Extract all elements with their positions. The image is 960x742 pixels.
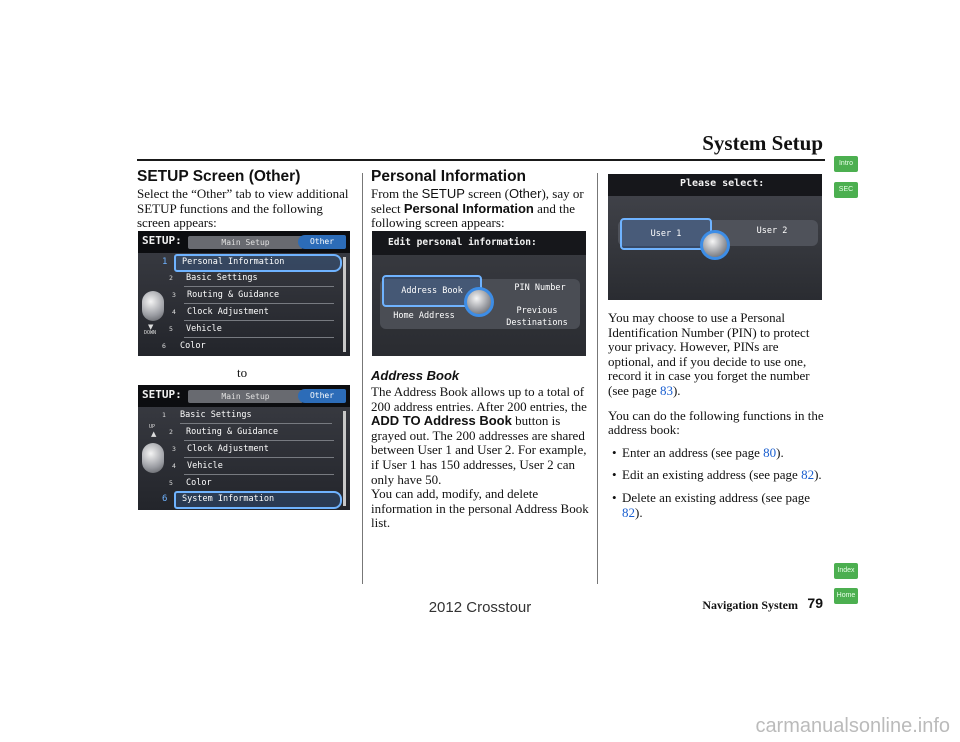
footer-section-name: Navigation System (702, 598, 798, 612)
title-rule (137, 159, 825, 161)
item-number: 6 (162, 342, 166, 350)
setup-other-screenshot-1 (138, 231, 350, 356)
menu-item[interactable]: Clock Adjustment (187, 444, 269, 454)
menu-item[interactable]: Basic Settings (180, 410, 252, 420)
item-number: 3 (172, 291, 176, 299)
row-divider (184, 337, 334, 338)
screen-title: SETUP: (142, 388, 182, 401)
setup-other-paragraph: Select the “Other” tab to view additional SETUP functions and the following screen appears: (137, 186, 349, 231)
menu-item-selected[interactable] (174, 491, 342, 509)
item-number: 2 (169, 428, 173, 436)
menu-item-label: System Information (182, 494, 275, 504)
text: ). (776, 444, 784, 460)
text: You may choose to use a Personal Identification Number (PIN) to protect your privacy. However, PINs are optional, and if you decide to use one, record it in case you forget the number (see page (608, 310, 810, 398)
menu-item[interactable]: Basic Settings (186, 273, 258, 283)
watermark: carmanualsonline.info (755, 715, 950, 737)
pin-number-button[interactable]: PIN Number (514, 283, 566, 293)
address-book-button[interactable]: Address Book (382, 275, 482, 307)
page-title: System Setup (702, 131, 823, 155)
text: ). (672, 382, 681, 398)
text: and the following screen appears: (371, 200, 576, 231)
text: button is grayed out. The 200 addresses are shared between User 1 and User 2. For example, if User 1 has 150 addresses, User 2 can only have 50. (371, 413, 587, 487)
address-book-paragraph (371, 385, 589, 487)
address-book-paragraph-2: You can add, modify, and delete information in the personal Address Book list. (371, 486, 589, 531)
page-link[interactable]: 82 (801, 467, 815, 483)
column-3 (608, 311, 824, 528)
item-number: 6 (162, 494, 168, 504)
list-item (608, 446, 824, 461)
subheading-address-book: Address Book (371, 368, 460, 383)
section-heading-setup-other: SETUP Screen (Other) (137, 168, 301, 185)
page-link[interactable]: 83 (659, 382, 673, 398)
item-number: 1 (162, 257, 168, 267)
setup-term: SETUP (421, 186, 465, 201)
screen-title: SETUP: (142, 234, 182, 247)
index-tab[interactable]: Index (834, 563, 858, 579)
page-link[interactable]: 82 (622, 504, 635, 520)
down-label: DOWN (144, 330, 157, 336)
setup-other-screenshot-2 (138, 385, 350, 510)
selector-knob (700, 230, 730, 260)
item-number: 2 (169, 274, 173, 282)
up-arrow-icon: ▲ (151, 430, 157, 438)
sec-tab[interactable]: SEC (834, 182, 858, 198)
column-2-lower (371, 368, 589, 531)
other-term: Other (508, 186, 542, 201)
menu-item[interactable]: Vehicle (187, 461, 223, 471)
page-link[interactable]: 80 (763, 444, 777, 460)
row-divider (184, 286, 334, 287)
scrollbar[interactable] (343, 411, 346, 506)
functions-list (608, 446, 824, 520)
selector-knob (464, 287, 494, 317)
menu-item-selected[interactable] (174, 254, 342, 272)
add-to-address-book-term: ADD TO Address Book (371, 413, 512, 429)
row-divider (180, 423, 332, 424)
list-item (608, 491, 824, 520)
text: ). (814, 467, 822, 483)
row-divider (184, 320, 334, 321)
row-divider (184, 457, 334, 458)
personal-info-paragraph (371, 187, 589, 231)
home-tab[interactable]: Home (834, 588, 858, 604)
up-label: UP (149, 424, 156, 430)
item-number: 5 (169, 325, 173, 333)
menu-item[interactable]: Clock Adjustment (187, 307, 269, 317)
menu-item[interactable]: Routing & Guidance (187, 290, 280, 300)
text: screen ( (464, 186, 509, 201)
row-divider (184, 303, 334, 304)
pin-paragraph (608, 311, 824, 399)
user-1-button[interactable]: User 1 (620, 218, 712, 250)
other-tab[interactable]: Other (298, 389, 346, 403)
down-arrow-icon: ▼ (148, 323, 154, 331)
menu-item[interactable]: Color (180, 341, 206, 351)
main-setup-tab[interactable]: Main Setup (188, 390, 303, 403)
menu-item[interactable]: Vehicle (186, 324, 222, 334)
item-number: 3 (172, 445, 176, 453)
text: The Address Book allows up to a total of 200 address entries. After 200 entries, the (371, 384, 587, 414)
text: Enter an address (see page (622, 444, 764, 460)
home-address-button[interactable]: Home Address (393, 311, 455, 321)
main-setup-tab[interactable]: Main Setup (188, 236, 303, 249)
text: ). (635, 504, 643, 520)
column-1 (137, 167, 351, 231)
text: Delete an existing address (see page (622, 489, 811, 505)
text: Edit an existing address (see page (622, 467, 802, 483)
model-label: 2012 Crosstour (428, 599, 532, 616)
column-divider-1 (362, 173, 363, 584)
text: From the (371, 186, 422, 201)
previous-destinations-button[interactable]: Previous Destinations (506, 306, 568, 328)
screen-title: Edit personal information: (388, 237, 537, 248)
selector-knob (142, 443, 164, 473)
please-select-screenshot (608, 174, 822, 300)
to-label: to (237, 365, 248, 380)
menu-item-label: Personal Information (182, 257, 285, 267)
intro-tab[interactable]: Intro (834, 156, 858, 172)
column-2 (371, 167, 589, 231)
menu-item[interactable]: Color (186, 478, 212, 488)
functions-paragraph: You can do the following functions in the address book: (608, 407, 824, 438)
page-number: 79 (807, 595, 823, 611)
edit-personal-info-screenshot (372, 231, 586, 356)
menu-item[interactable]: Routing & Guidance (186, 427, 279, 437)
row-divider (184, 474, 334, 475)
item-number: 5 (169, 479, 173, 487)
scrollbar[interactable] (343, 257, 346, 352)
text: ), say or select (371, 186, 584, 216)
item-number: 4 (172, 462, 176, 470)
list-item (608, 468, 824, 483)
selector-knob (142, 291, 164, 321)
personal-information-term: Personal Information (403, 200, 534, 216)
item-number: 1 (162, 411, 166, 419)
screen-title: Please select: (680, 178, 765, 189)
user-2-button[interactable]: User 2 (756, 226, 788, 236)
row-divider (184, 440, 334, 441)
section-heading-personal-information: Personal Information (371, 168, 527, 185)
other-tab[interactable]: Other (298, 235, 346, 249)
column-divider-2 (597, 173, 598, 584)
item-number: 4 (172, 308, 176, 316)
